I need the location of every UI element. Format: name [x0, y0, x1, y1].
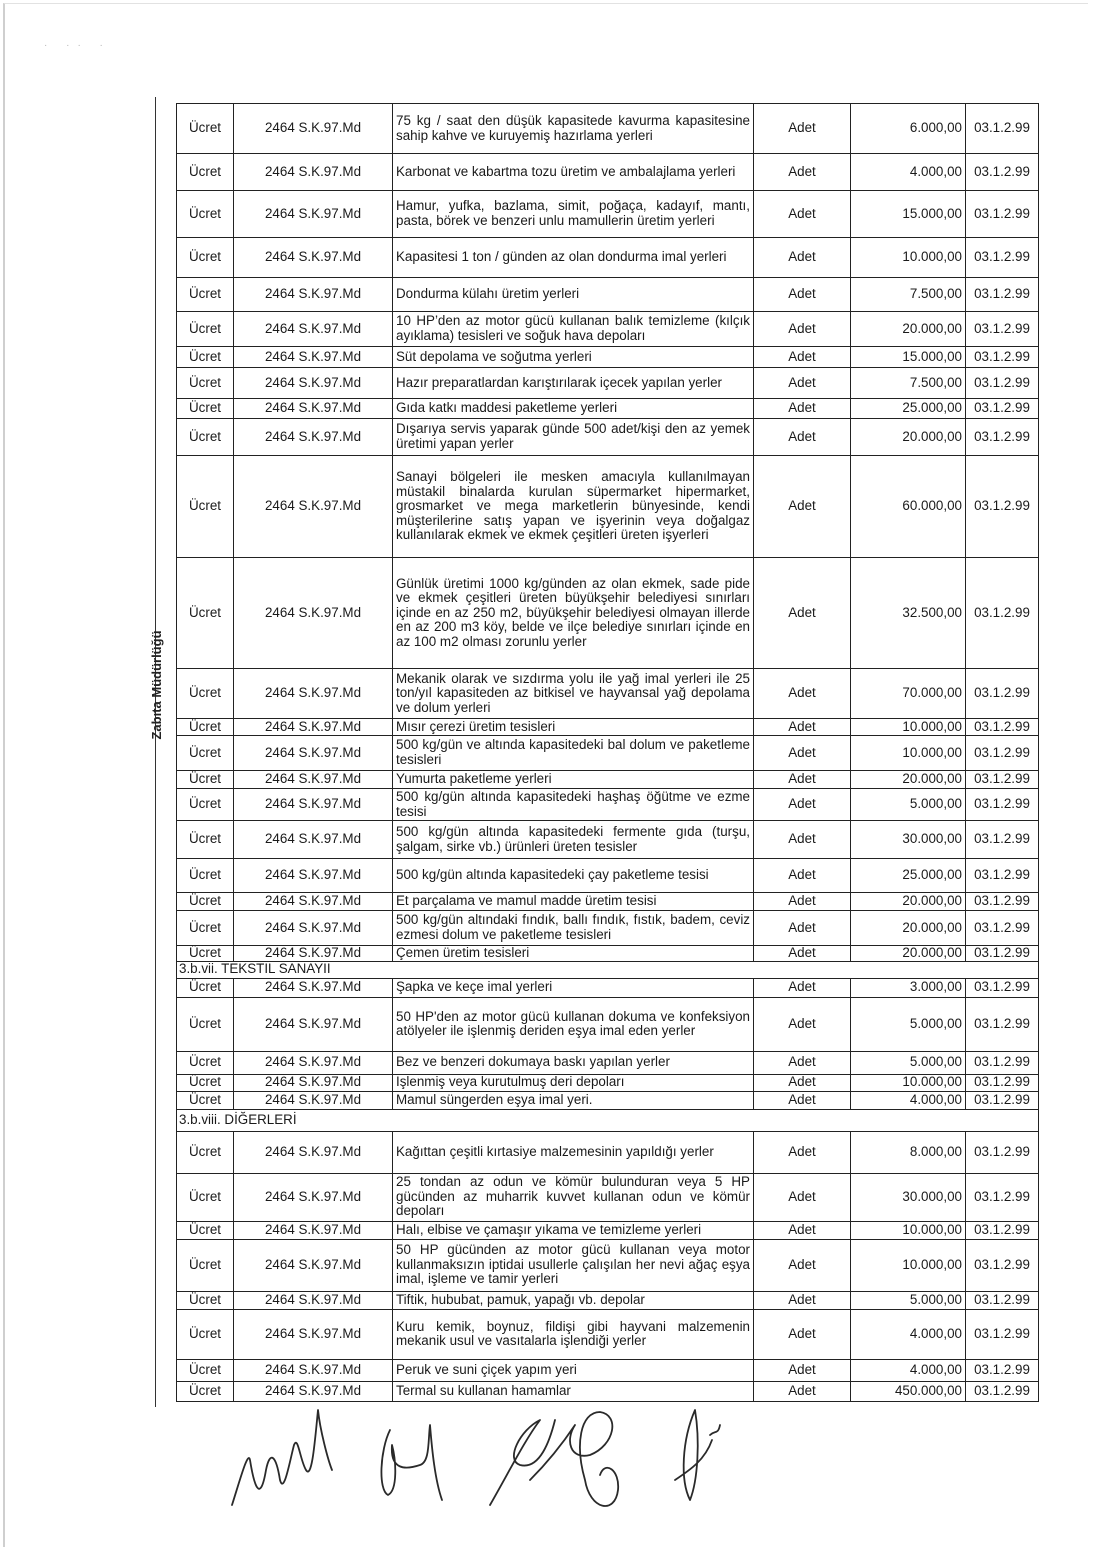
description-cell: Şapka ve keçe imal yerleri — [393, 978, 754, 997]
unit-cell: Adet — [754, 719, 851, 736]
fee-row — [177, 238, 1039, 278]
description-cell: Hamur, yufka, bazlama, simit, poğaça, kadayıf, mantı, pasta, börek ve benzeri unlu mamullerin üretim yerleri — [393, 191, 754, 238]
legal-basis-cell: 2464 S.K.97.Md — [234, 669, 393, 719]
budget-code-cell: 03.1.2.99 — [966, 946, 1039, 962]
amount-cell: 8.000,00 — [851, 1131, 966, 1173]
legal-basis-cell: 2464 S.K.97.Md — [234, 104, 393, 154]
fee-type-cell: Ücret — [177, 558, 234, 669]
fee-type-cell: Ücret — [177, 1381, 234, 1401]
fee-schedule-body — [177, 104, 1039, 1402]
legal-basis-cell: 2464 S.K.97.Md — [234, 154, 393, 191]
amount-cell: 4.000,00 — [851, 154, 966, 191]
description-cell: Kapasitesi 1 ton / günden az olan dondurma imal yerleri — [393, 238, 754, 278]
fee-type-cell: Ücret — [177, 154, 234, 191]
fee-row — [177, 1359, 1039, 1381]
legal-basis-cell: 2464 S.K.97.Md — [234, 1221, 393, 1239]
section-title: 3.b.viii. DİĞERLERİ — [177, 1109, 1039, 1131]
unit-cell: Adet — [754, 978, 851, 997]
unit-cell: Adet — [754, 771, 851, 789]
description-cell: 500 kg/gün altındaki fındık, ballı fındık, fıstık, badem, ceviz ezmesi dolum ve paketleme tesisleri — [393, 911, 754, 946]
fee-row — [177, 1051, 1039, 1074]
budget-code-cell: 03.1.2.99 — [966, 893, 1039, 911]
description-cell: Hazır preparatlardan karıştırılarak içecek yapılan yerler — [393, 368, 754, 399]
description-cell: Mamul süngerden eşya imal yeri. — [393, 1091, 754, 1109]
fee-row — [177, 312, 1039, 347]
fee-type-cell: Ücret — [177, 456, 234, 558]
fee-schedule-table — [176, 103, 1039, 1402]
fee-type-cell: Ücret — [177, 946, 234, 962]
fee-row — [177, 669, 1039, 719]
fee-type-cell: Ücret — [177, 978, 234, 997]
amount-cell: 7.500,00 — [851, 368, 966, 399]
unit-cell: Adet — [754, 1291, 851, 1309]
fee-row — [177, 1239, 1039, 1291]
unit-cell: Adet — [754, 399, 851, 419]
unit-cell: Adet — [754, 191, 851, 238]
signatures-area — [220, 1400, 860, 1540]
amount-cell: 25.000,00 — [851, 399, 966, 419]
budget-code-cell: 03.1.2.99 — [966, 1173, 1039, 1221]
description-cell: 500 kg/gün altında kapasitedeki haşhaş öğütme ve ezme tesisi — [393, 789, 754, 821]
description-cell: Gıda katkı maddesi paketleme yerleri — [393, 399, 754, 419]
unit-cell: Adet — [754, 312, 851, 347]
unit-cell: Adet — [754, 1074, 851, 1091]
legal-basis-cell: 2464 S.K.97.Md — [234, 1091, 393, 1109]
amount-cell: 15.000,00 — [851, 191, 966, 238]
amount-cell: 20.000,00 — [851, 771, 966, 789]
unit-cell: Adet — [754, 789, 851, 821]
unit-cell: Adet — [754, 911, 851, 946]
amount-cell: 10.000,00 — [851, 719, 966, 736]
budget-code-cell: 03.1.2.99 — [966, 399, 1039, 419]
description-cell: Dondurma külahı üretim yerleri — [393, 278, 754, 312]
section-title: 3.b.vii. TEKSTİL SANAYİİ — [177, 961, 1039, 978]
description-cell: Kuru kemik, boynuz, fildişi gibi hayvani malzemenin mekanik usul ve vasıtalarla işlendiği yerler — [393, 1309, 754, 1359]
fee-type-cell: Ücret — [177, 1074, 234, 1091]
fee-row — [177, 719, 1039, 736]
legal-basis-cell: 2464 S.K.97.Md — [234, 1173, 393, 1221]
description-cell: Halı, elbise ve çamaşır yıkama ve temizleme yerleri — [393, 1221, 754, 1239]
fee-row — [177, 997, 1039, 1051]
fee-row — [177, 368, 1039, 399]
amount-cell: 20.000,00 — [851, 893, 966, 911]
budget-code-cell: 03.1.2.99 — [966, 771, 1039, 789]
unit-cell: Adet — [754, 893, 851, 911]
fee-type-cell: Ücret — [177, 1239, 234, 1291]
fee-row — [177, 154, 1039, 191]
legal-basis-cell: 2464 S.K.97.Md — [234, 997, 393, 1051]
unit-cell: Adet — [754, 238, 851, 278]
amount-cell: 5.000,00 — [851, 789, 966, 821]
legal-basis-cell: 2464 S.K.97.Md — [234, 978, 393, 997]
fee-row — [177, 558, 1039, 669]
description-cell: 25 tondan az odun ve kömür bulunduran veya 5 HP gücünden az muharrik kuvvet kullanan odun ve kömür depoları — [393, 1173, 754, 1221]
description-cell: Termal su kullanan hamamlar — [393, 1381, 754, 1401]
signature-1 — [232, 1410, 332, 1505]
section-header-row — [177, 961, 1039, 978]
legal-basis-cell: 2464 S.K.97.Md — [234, 456, 393, 558]
budget-code-cell: 03.1.2.99 — [966, 1221, 1039, 1239]
unit-cell: Adet — [754, 456, 851, 558]
unit-cell: Adet — [754, 368, 851, 399]
unit-cell: Adet — [754, 1359, 851, 1381]
fee-row — [177, 191, 1039, 238]
description-cell: Bez ve benzeri dokumaya baskı yapılan yerler — [393, 1051, 754, 1074]
budget-code-cell: 03.1.2.99 — [966, 456, 1039, 558]
description-cell: Sanayi bölgeleri ile mesken amacıyla kullanılmayan müstakil binalarda kurulan süpermarket hipermarket, grosmarket ve mega marketlerin bünyesinde, kendi müşterilerine satış yapan ve işyerinin veya doğalgaz kullanılarak ekmek ve ekmek çeşitleri üreten işyerleri — [393, 456, 754, 558]
fee-type-cell: Ücret — [177, 1359, 234, 1381]
fee-type-cell: Ücret — [177, 1291, 234, 1309]
legal-basis-cell: 2464 S.K.97.Md — [234, 1051, 393, 1074]
budget-code-cell: 03.1.2.99 — [966, 312, 1039, 347]
fee-type-cell: Ücret — [177, 771, 234, 789]
fee-type-cell: Ücret — [177, 368, 234, 399]
unit-cell: Adet — [754, 1051, 851, 1074]
fee-type-cell: Ücret — [177, 1131, 234, 1173]
fee-row — [177, 1291, 1039, 1309]
amount-cell: 30.000,00 — [851, 821, 966, 859]
fee-type-cell: Ücret — [177, 911, 234, 946]
unit-cell: Adet — [754, 347, 851, 368]
amount-cell: 20.000,00 — [851, 911, 966, 946]
signature-2 — [381, 1425, 442, 1500]
unit-cell: Adet — [754, 946, 851, 962]
fee-type-cell: Ücret — [177, 821, 234, 859]
fee-type-cell: Ücret — [177, 736, 234, 771]
unit-cell: Adet — [754, 1091, 851, 1109]
unit-cell: Adet — [754, 1381, 851, 1401]
fee-type-cell: Ücret — [177, 669, 234, 719]
fee-row — [177, 104, 1039, 154]
legal-basis-cell: 2464 S.K.97.Md — [234, 719, 393, 736]
fee-row — [177, 1091, 1039, 1109]
budget-code-cell: 03.1.2.99 — [966, 978, 1039, 997]
fee-type-cell: Ücret — [177, 1309, 234, 1359]
fee-row — [177, 1173, 1039, 1221]
legal-basis-cell: 2464 S.K.97.Md — [234, 558, 393, 669]
legal-basis-cell: 2464 S.K.97.Md — [234, 278, 393, 312]
fee-type-cell: Ücret — [177, 1091, 234, 1109]
budget-code-cell: 03.1.2.99 — [966, 1051, 1039, 1074]
unit-cell: Adet — [754, 278, 851, 312]
amount-cell: 10.000,00 — [851, 736, 966, 771]
amount-cell: 5.000,00 — [851, 1291, 966, 1309]
description-cell: 500 kg/gün altında kapasitedeki çay paketleme tesisi — [393, 859, 754, 893]
legal-basis-cell: 2464 S.K.97.Md — [234, 312, 393, 347]
fee-type-cell: Ücret — [177, 893, 234, 911]
fee-type-cell: Ücret — [177, 419, 234, 456]
amount-cell: 10.000,00 — [851, 238, 966, 278]
fee-row — [177, 1381, 1039, 1401]
budget-code-cell: 03.1.2.99 — [966, 104, 1039, 154]
amount-cell: 3.000,00 — [851, 978, 966, 997]
description-cell: 500 kg/gün altında kapasitedeki fermente gıda (turşu, şalgam, sirke vb.) ürünleri üreten tesisler — [393, 821, 754, 859]
amount-cell: 4.000,00 — [851, 1309, 966, 1359]
legal-basis-cell: 2464 S.K.97.Md — [234, 1291, 393, 1309]
legal-basis-cell: 2464 S.K.97.Md — [234, 859, 393, 893]
scan-artifact-mark: · ·· · — [44, 40, 111, 51]
budget-code-cell: 03.1.2.99 — [966, 1291, 1039, 1309]
legal-basis-cell: 2464 S.K.97.Md — [234, 946, 393, 962]
fee-type-cell: Ücret — [177, 859, 234, 893]
unit-cell: Adet — [754, 1131, 851, 1173]
budget-code-cell: 03.1.2.99 — [966, 1239, 1039, 1291]
description-cell: Dışarıya servis yaparak günde 500 adet/kişi den az yemek üretimi yapan yerler — [393, 419, 754, 456]
fee-row — [177, 789, 1039, 821]
amount-cell: 30.000,00 — [851, 1173, 966, 1221]
budget-code-cell: 03.1.2.99 — [966, 821, 1039, 859]
fee-row — [177, 736, 1039, 771]
unit-cell: Adet — [754, 821, 851, 859]
amount-cell: 10.000,00 — [851, 1239, 966, 1291]
amount-cell: 7.500,00 — [851, 278, 966, 312]
amount-cell: 10.000,00 — [851, 1074, 966, 1091]
unit-cell: Adet — [754, 104, 851, 154]
legal-basis-cell: 2464 S.K.97.Md — [234, 821, 393, 859]
legal-basis-cell: 2464 S.K.97.Md — [234, 789, 393, 821]
fee-row — [177, 821, 1039, 859]
budget-code-cell: 03.1.2.99 — [966, 191, 1039, 238]
amount-cell: 20.000,00 — [851, 312, 966, 347]
legal-basis-cell: 2464 S.K.97.Md — [234, 1131, 393, 1173]
amount-cell: 5.000,00 — [851, 997, 966, 1051]
amount-cell: 20.000,00 — [851, 946, 966, 962]
budget-code-cell: 03.1.2.99 — [966, 1309, 1039, 1359]
description-cell: Günlük üretimi 1000 kg/günden az olan ekmek, sade pide ve ekmek çeşitleri üreten büyükşehir belediyesi sınırları içinde en az 250 m2, büyükşehir belediyesi olmayan illerde en az 200 m3 köy, belde ve ilçe belediye sınırları içinde en az 100 m2 olması zorunlu yerler — [393, 558, 754, 669]
fee-type-cell: Ücret — [177, 997, 234, 1051]
unit-cell: Adet — [754, 859, 851, 893]
amount-cell: 450.000,00 — [851, 1381, 966, 1401]
legal-basis-cell: 2464 S.K.97.Md — [234, 191, 393, 238]
amount-cell: 70.000,00 — [851, 669, 966, 719]
description-cell: 50 HP'den az motor gücü kullanan dokuma ve konfeksiyon atölyeler ile işlenmiş deriden eşya imal eden yerler — [393, 997, 754, 1051]
legal-basis-cell: 2464 S.K.97.Md — [234, 911, 393, 946]
budget-code-cell: 03.1.2.99 — [966, 154, 1039, 191]
legal-basis-cell: 2464 S.K.97.Md — [234, 771, 393, 789]
description-cell: 75 kg / saat den düşük kapasitede kavurma kapasitesine sahip kahve ve kuruyemiş hazırlama yerleri — [393, 104, 754, 154]
fee-type-cell: Ücret — [177, 104, 234, 154]
budget-code-cell: 03.1.2.99 — [966, 859, 1039, 893]
legal-basis-cell: 2464 S.K.97.Md — [234, 399, 393, 419]
description-cell: 10 HP’den az motor gücü kullanan balık temizleme (kılçık ayıklama) tesisleri ve soğuk hava depoları — [393, 312, 754, 347]
fee-row — [177, 347, 1039, 368]
unit-cell: Adet — [754, 1239, 851, 1291]
fee-type-cell: Ücret — [177, 399, 234, 419]
unit-cell: Adet — [754, 419, 851, 456]
fee-type-cell: Ücret — [177, 789, 234, 821]
description-cell: 50 HP gücünden az motor gücü kullanan veya motor kullanmaksızın iptidai usullerle çalışılan her nevi ağaç eşya imal, işleme ve tamir yerleri — [393, 1239, 754, 1291]
budget-code-cell: 03.1.2.99 — [966, 719, 1039, 736]
fee-type-cell: Ücret — [177, 347, 234, 368]
fee-row — [177, 456, 1039, 558]
fee-row — [177, 946, 1039, 962]
legal-basis-cell: 2464 S.K.97.Md — [234, 1239, 393, 1291]
budget-code-cell: 03.1.2.99 — [966, 419, 1039, 456]
amount-cell: 32.500,00 — [851, 558, 966, 669]
amount-cell: 15.000,00 — [851, 347, 966, 368]
legal-basis-cell: 2464 S.K.97.Md — [234, 368, 393, 399]
budget-code-cell: 03.1.2.99 — [966, 911, 1039, 946]
budget-code-cell: 03.1.2.99 — [966, 238, 1039, 278]
description-cell: Karbonat ve kabartma tozu üretim ve ambalajlama yerleri — [393, 154, 754, 191]
legal-basis-cell: 2464 S.K.97.Md — [234, 1359, 393, 1381]
fee-row — [177, 911, 1039, 946]
signatures-svg — [220, 1400, 860, 1540]
description-cell: Peruk ve suni çiçek yapım yeri — [393, 1359, 754, 1381]
fee-row — [177, 1309, 1039, 1359]
amount-cell: 6.000,00 — [851, 104, 966, 154]
fee-row — [177, 978, 1039, 997]
amount-cell: 5.000,00 — [851, 1051, 966, 1074]
budget-code-cell: 03.1.2.99 — [966, 558, 1039, 669]
description-cell: Et parçalama ve mamul madde üretim tesisi — [393, 893, 754, 911]
description-cell: Tiftik, hububat, pamuk, yapağı vb. depolar — [393, 1291, 754, 1309]
amount-cell: 25.000,00 — [851, 859, 966, 893]
section-header-row — [177, 1109, 1039, 1131]
budget-code-cell: 03.1.2.99 — [966, 736, 1039, 771]
budget-code-cell: 03.1.2.99 — [966, 368, 1039, 399]
department-label: Zabıta Müdürlüğü — [149, 630, 164, 740]
legal-basis-cell: 2464 S.K.97.Md — [234, 893, 393, 911]
fee-row — [177, 1131, 1039, 1173]
fee-type-cell: Ücret — [177, 238, 234, 278]
fee-row — [177, 1221, 1039, 1239]
fee-type-cell: Ücret — [177, 1173, 234, 1221]
description-cell: Kağıttan çeşitli kırtasiye malzemesinin yapıldığı yerler — [393, 1131, 754, 1173]
unit-cell: Adet — [754, 1221, 851, 1239]
budget-code-cell: 03.1.2.99 — [966, 1091, 1039, 1109]
fee-row — [177, 399, 1039, 419]
legal-basis-cell: 2464 S.K.97.Md — [234, 1381, 393, 1401]
budget-code-cell: 03.1.2.99 — [966, 1381, 1039, 1401]
description-cell: Çemen üretim tesisleri — [393, 946, 754, 962]
budget-code-cell: 03.1.2.99 — [966, 669, 1039, 719]
fee-row — [177, 1074, 1039, 1091]
legal-basis-cell: 2464 S.K.97.Md — [234, 238, 393, 278]
description-cell: Mısır çerezi üretim tesisleri — [393, 719, 754, 736]
legal-basis-cell: 2464 S.K.97.Md — [234, 419, 393, 456]
budget-code-cell: 03.1.2.99 — [966, 278, 1039, 312]
unit-cell: Adet — [754, 736, 851, 771]
unit-cell: Adet — [754, 1309, 851, 1359]
budget-code-cell: 03.1.2.99 — [966, 789, 1039, 821]
fee-type-cell: Ücret — [177, 278, 234, 312]
fee-row — [177, 771, 1039, 789]
description-cell: Süt depolama ve soğutma yerleri — [393, 347, 754, 368]
unit-cell: Adet — [754, 1173, 851, 1221]
budget-code-cell: 03.1.2.99 — [966, 1074, 1039, 1091]
fee-row — [177, 893, 1039, 911]
description-cell: Mekanik olarak ve sızdırma yolu ile yağ imal yerleri ile 25 ton/yıl kapasiteden az bitkisel ve hayvansal yağ depolama ve dolum yerleri — [393, 669, 754, 719]
amount-cell: 20.000,00 — [851, 419, 966, 456]
legal-basis-cell: 2464 S.K.97.Md — [234, 347, 393, 368]
description-cell: 500 kg/gün ve altında kapasitedeki bal dolum ve paketleme tesisleri — [393, 736, 754, 771]
legal-basis-cell: 2464 S.K.97.Md — [234, 1309, 393, 1359]
unit-cell: Adet — [754, 669, 851, 719]
fee-row — [177, 859, 1039, 893]
fee-type-cell: Ücret — [177, 312, 234, 347]
budget-code-cell: 03.1.2.99 — [966, 347, 1039, 368]
fee-type-cell: Ücret — [177, 191, 234, 238]
fee-row — [177, 419, 1039, 456]
budget-code-cell: 03.1.2.99 — [966, 997, 1039, 1051]
legal-basis-cell: 2464 S.K.97.Md — [234, 736, 393, 771]
fee-type-cell: Ücret — [177, 719, 234, 736]
amount-cell: 60.000,00 — [851, 456, 966, 558]
fee-type-cell: Ücret — [177, 1051, 234, 1074]
budget-code-cell: 03.1.2.99 — [966, 1359, 1039, 1381]
description-cell: İşlenmiş veya kurutulmuş deri depoları — [393, 1074, 754, 1091]
unit-cell: Adet — [754, 558, 851, 669]
fee-type-cell: Ücret — [177, 1221, 234, 1239]
legal-basis-cell: 2464 S.K.97.Md — [234, 1074, 393, 1091]
budget-code-cell: 03.1.2.99 — [966, 1131, 1039, 1173]
signature-3 — [490, 1412, 618, 1506]
unit-cell: Adet — [754, 154, 851, 191]
amount-cell: 4.000,00 — [851, 1359, 966, 1381]
fee-row — [177, 278, 1039, 312]
amount-cell: 4.000,00 — [851, 1091, 966, 1109]
signature-4 — [675, 1410, 720, 1500]
description-cell: Yumurta paketleme yerleri — [393, 771, 754, 789]
unit-cell: Adet — [754, 997, 851, 1051]
amount-cell: 10.000,00 — [851, 1221, 966, 1239]
